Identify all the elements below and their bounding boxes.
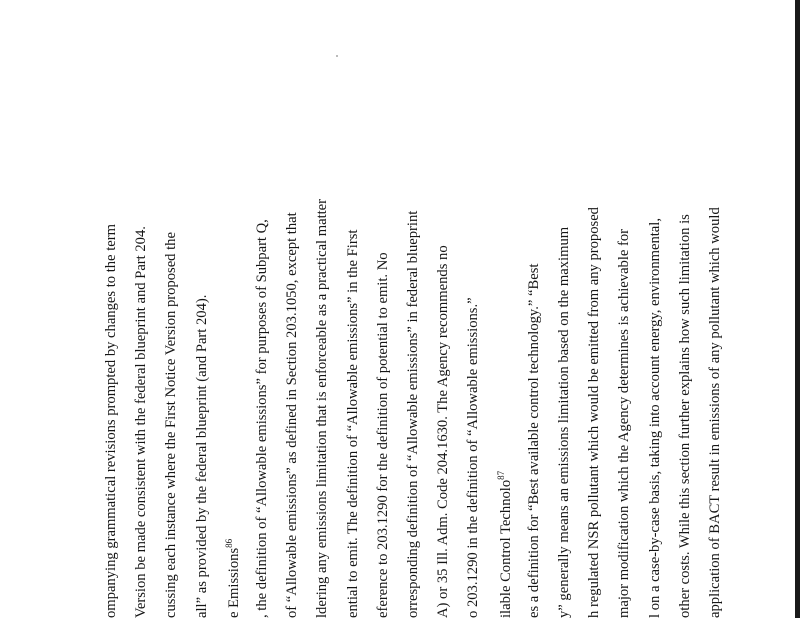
text-line: ential to emit. The definition of “Allowable emissions” in the First (344, 229, 361, 618)
text-line: A) or 35 Ill. Adm. Code 204.1630. The Agency recommends no (435, 245, 452, 618)
section-heading-bact: ilable Control Technolo$^{87}$ (495, 470, 514, 618)
section-heading-allowable-emissions: e Emissions$^{86}$ (223, 538, 242, 618)
text-line: h regulated NSR pollutant which would be emitted from any proposed (586, 207, 603, 618)
text-line: ldering any emissions limitation that is enforceable as a practical matter (314, 198, 331, 618)
text-line: of “Allowable emissions” as defined in Section 203.1050, except that (284, 212, 301, 618)
text-line: l on a case-by-case basis, taking into account energy, environmental, (646, 218, 663, 618)
text-line: y” generally means an emissions limitation based on the maximum (556, 226, 572, 618)
text-line: ompanying grammatical revisions prompted by changes to the term (103, 224, 119, 618)
footnote-ref: 87 (495, 470, 506, 480)
text-line: eference to 203.1290 for the definition of potential to emit. No (374, 252, 391, 618)
text-line: es a definition for “Best available control technology.” “Best (525, 263, 542, 618)
text-line: Version be made consistent with the federal blueprint and Part 204. (133, 226, 150, 618)
text-line: , the definition of “Allowable emissions” for purposes of Subpart Q, (254, 219, 270, 618)
text-line: all” as provided by the federal blueprint (and Part 204). (193, 294, 210, 618)
scan-speck (336, 55, 338, 57)
text-line: application of BACT result in emissions of any pollutant which would (707, 207, 723, 618)
text-line: major modification which the Agency determines is achievable for (616, 228, 633, 618)
text-line: cussing each instance where the First Notice Version proposed the (163, 232, 180, 618)
scan-edge-border (795, 0, 800, 618)
text-line: orresponding definition of “Allowable emissions” in federal blueprint (405, 210, 421, 618)
text-line: other costs. While this section further explains how such limitation is (676, 214, 693, 618)
footnote-ref: 86 (223, 538, 234, 548)
text-line: o 203.1290 in the definition of “Allowable emissions.” (465, 297, 482, 618)
